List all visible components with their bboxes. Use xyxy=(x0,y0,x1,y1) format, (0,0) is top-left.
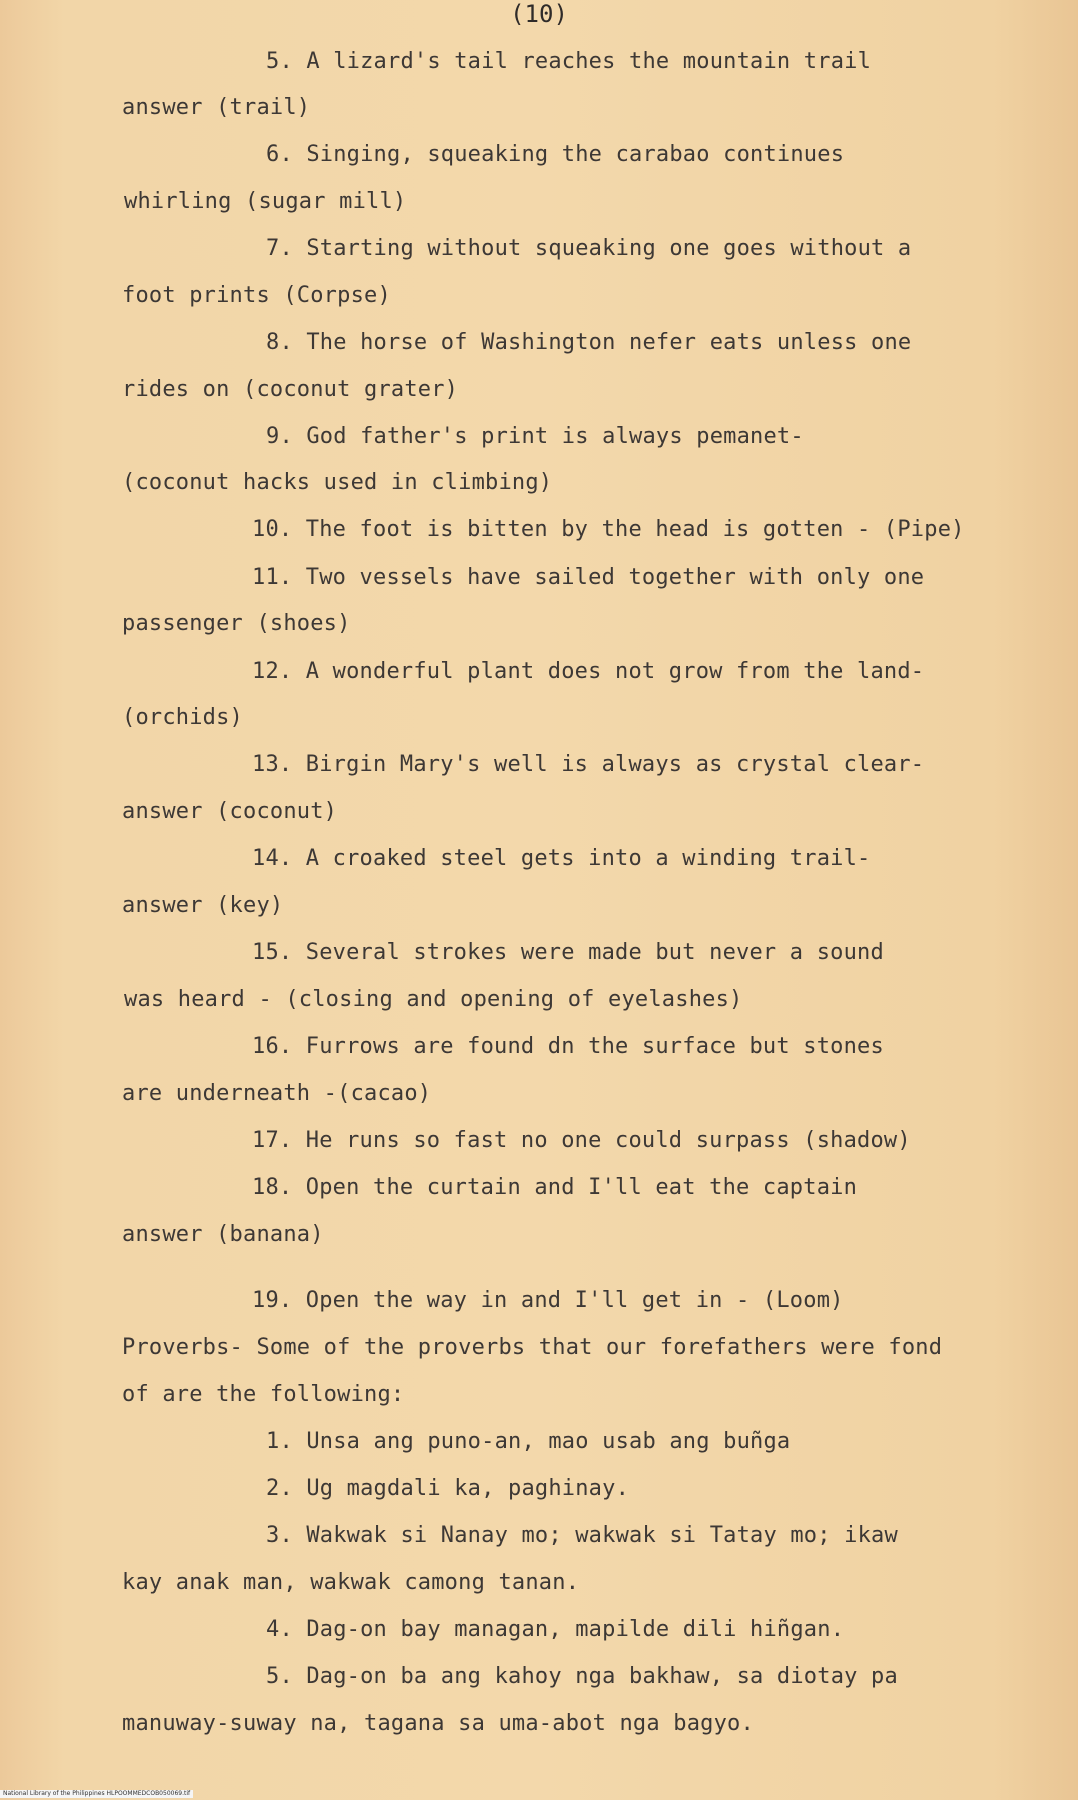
riddle-19-line-1: 19. Open the way in and I'll get in - (Loom) xyxy=(252,1288,844,1313)
riddle-18-line-1: 18. Open the curtain and I'll eat the captain xyxy=(252,1175,858,1200)
proverbs-intro-line-1: Proverbs- Some of the proverbs that our forefathers were fond xyxy=(122,1335,943,1360)
riddle-5-line-2: answer (trail) xyxy=(122,95,311,120)
riddle-7-line-2: foot prints (Corpse) xyxy=(122,283,391,308)
riddle-7-line-1: 7. Starting without squeaking one goes without a xyxy=(266,236,912,261)
riddle-14-line-2: answer (key) xyxy=(122,893,284,918)
riddle-8-line-2: rides on (coconut grater) xyxy=(122,377,459,402)
riddle-12-line-1: 12. A wonderful plant does not grow from the land- xyxy=(252,659,925,684)
riddle-17-line-1: 17. He runs so fast no one could surpass (shadow) xyxy=(252,1128,911,1153)
riddle-13-line-2: answer (coconut) xyxy=(122,799,338,824)
riddle-13-line-1: 13. Birgin Mary's well is always as crystal clear- xyxy=(252,752,925,777)
riddle-14-line-1: 14. A croaked steel gets into a winding trail- xyxy=(252,846,871,871)
proverb-2: 2. Ug magdali ka, paghinay. xyxy=(266,1476,630,1501)
archive-footer: National Library of the Philippines HLPOOMMEDCOB050069.tif xyxy=(0,1790,193,1798)
riddle-11-line-2: passenger (shoes) xyxy=(122,611,351,636)
riddle-12-line-2: (orchids) xyxy=(122,705,244,730)
riddle-6-line-2: whirling (sugar mill) xyxy=(124,189,407,214)
proverb-1: 1. Unsa ang puno-an, mao usab ang buñga xyxy=(266,1429,791,1454)
riddle-16-line-1: 16. Furrows are found dn the surface but stones xyxy=(252,1034,884,1059)
proverb-3-line-2: kay anak man, wakwak camong tanan. xyxy=(122,1570,580,1595)
riddle-9-line-2: (coconut hacks used in climbing) xyxy=(122,470,553,495)
riddle-16-line-2: are underneath -(cacao) xyxy=(122,1081,432,1106)
riddle-15-line-2: was heard - (closing and opening of eyelashes) xyxy=(124,987,743,1012)
riddle-6-line-1: 6. Singing, squeaking the carabao continues xyxy=(266,142,845,167)
proverbs-intro-line-2: of are the following: xyxy=(122,1382,405,1407)
riddle-5-line-1: 5. A lizard's tail reaches the mountain trail xyxy=(266,49,872,74)
riddle-10-line-1: 10. The foot is bitten by the head is gotten - (Pipe) xyxy=(252,517,965,542)
riddle-9-line-1: 9. God father's print is always pemanet- xyxy=(266,424,804,449)
riddle-8-line-1: 8. The horse of Washington nefer eats unless one xyxy=(266,330,912,355)
proverb-5-line-1: 5. Dag-on ba ang kahoy nga bakhaw, sa diotay pa xyxy=(266,1664,898,1689)
proverb-3-line-1: 3. Wakwak si Nanay mo; wakwak si Tatay mo; ikaw xyxy=(266,1523,898,1548)
proverb-5-line-2: manuway-suway na, tagana sa uma-abot nga bagyo. xyxy=(122,1711,754,1736)
proverb-4: 4. Dag-on bay managan, mapilde dili hiñgan. xyxy=(266,1617,845,1642)
riddle-11-line-1: 11. Two vessels have sailed together with only one xyxy=(252,565,925,590)
page-number: (10) xyxy=(510,0,568,28)
riddle-18-line-2: answer (banana) xyxy=(122,1222,324,1247)
riddle-15-line-1: 15. Several strokes were made but never a sound xyxy=(252,940,884,965)
